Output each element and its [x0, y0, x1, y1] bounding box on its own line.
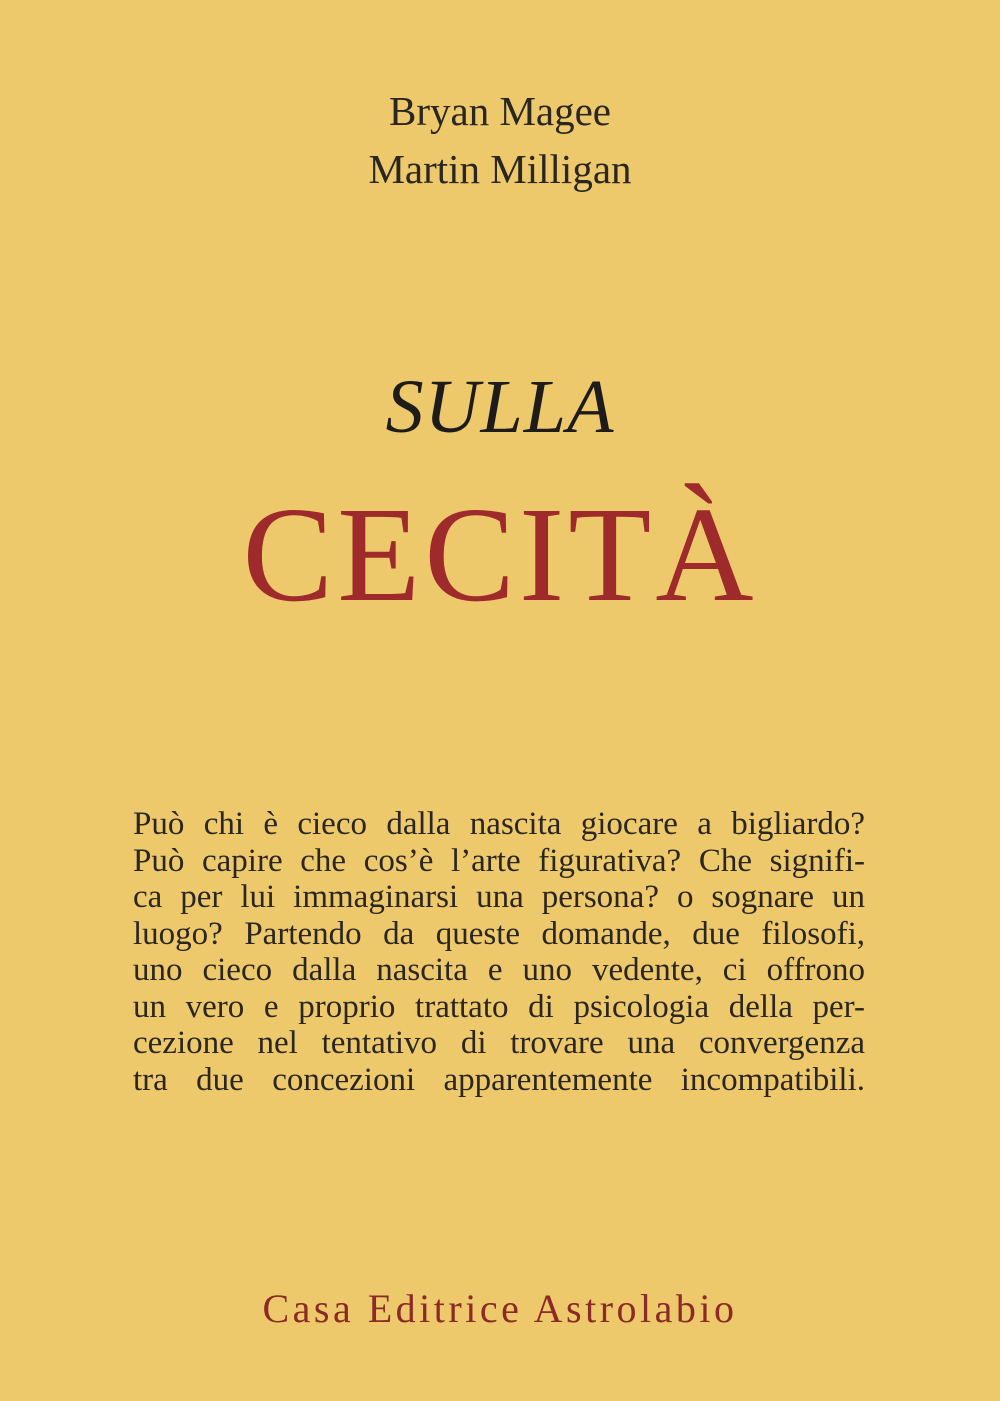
blurb-line: un vero e proprio trattato di psicologia della per-	[133, 988, 865, 1025]
author-name: Martin Milligan	[368, 146, 632, 192]
blurb-line: uno cieco dalla nascita e uno vedente, ci offrono	[133, 952, 865, 988]
blurb-line: tra due concezioni apparentemente incompatibili.	[133, 1061, 865, 1098]
blurb-line: cezione nel tentativo di trovare una convergenza	[133, 1025, 865, 1061]
title-top: SULLA	[385, 365, 615, 449]
blurb-text	[133, 806, 865, 1098]
blurb-line: ca per lui immaginarsi una persona? o sognare un	[133, 879, 865, 915]
author-name: Bryan Magee	[389, 88, 611, 134]
blurb-line: Può chi è cieco dalla nascita giocare a bigliardo?	[133, 806, 865, 842]
publisher-name: Casa Editrice Astrolabio	[262, 1286, 738, 1331]
title-main: CECITÀ	[242, 480, 758, 630]
authors-block	[0, 82, 1000, 198]
blurb-line: Può capire che cos’è l’arte figurativa? Che signifi-	[133, 842, 865, 879]
blurb-line: luogo? Partendo da queste domande, due filosofi,	[133, 915, 865, 952]
